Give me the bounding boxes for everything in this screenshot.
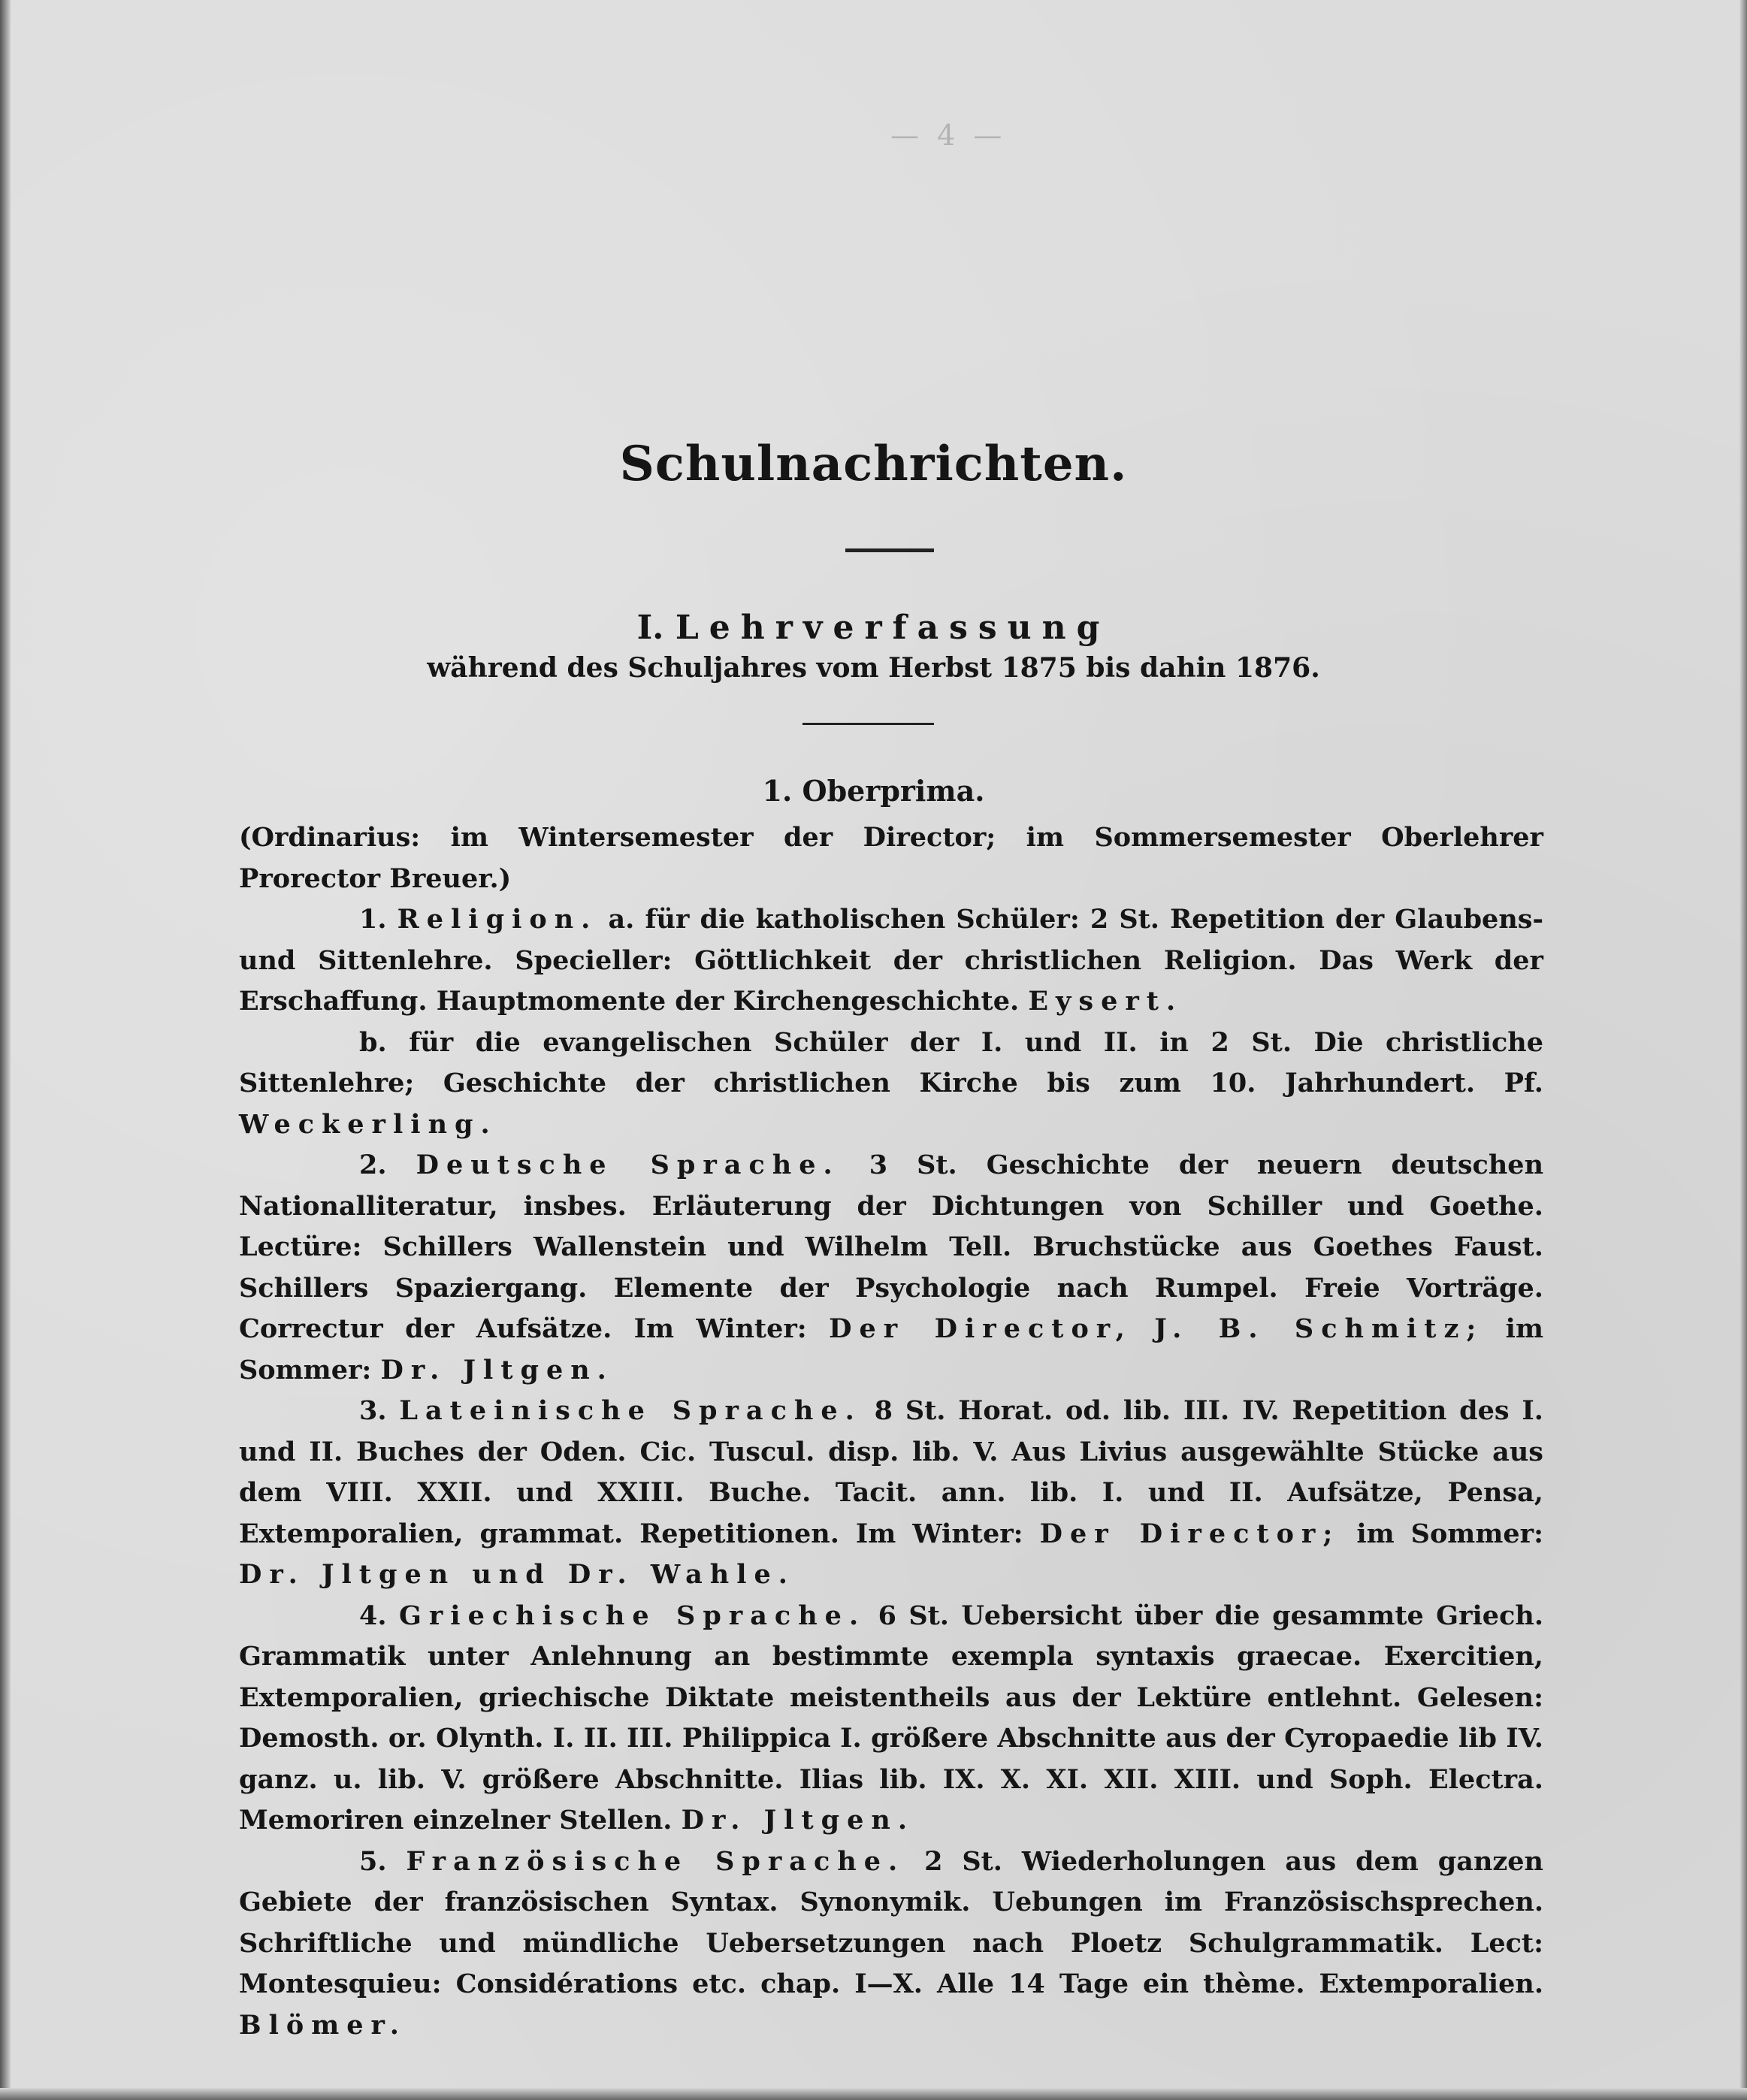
subject-name: Griechische Sprache. [398, 1600, 866, 1631]
section-subtitle: während des Schuljahres vom Herbst 1875 bis dahin 1876. [427, 652, 1320, 684]
subject-latein: 3. Lateinische Sprache. 8 St. Horat. od. lib. III. IV. Repetition des I. und II. Buches der Oden. Cic. Tuscul. disp. lib. V. Aus Livius ausgewählte Stücke aus dem VIII. XXII. und XXIII. Buche. Tacit. ann. lib. I. und II. Aufsätze, Pensa, Extemporalien, grammat. Repetitionen. Im Winter: Der Director; im Sommer: Dr. Jltgen und Dr. Wahle. [239, 1395, 1543, 1590]
subject-religion-a: 1. Religion. a. für die katholischen Schüler: 2 St. Repetition der Glaubens- und Sittenlehre. Specieller: Göttlichkeit der christlichen Religion. Das Werk der Erschaffung. Hauptmomente der Kirchengeschichte. Eysert. [239, 904, 1544, 1017]
page-title: Schulnachrichten. [619, 436, 1128, 492]
teacher-name: Eysert. [1028, 986, 1183, 1017]
teacher-name: Weckerling. [239, 1108, 497, 1140]
subject-deutsch: 2. Deutsche Sprache. 3 St. Geschichte der neuern deutschen Nationalliteratur, insbes. Erläuterung der Dichtungen von Schiller und Goethe. Lectüre: Schillers Wallenstein und Wilhelm Tell. Bruchstücke aus Goethes Faust. Schillers Spaziergang. Elemente der Psychologie nach Rumpel. Freie Vorträge. Correctur der Aufsätze. Im Winter: Der Director, J. B. Schmitz; im Sommer: Dr. Jltgen. [239, 1150, 1544, 1385]
teacher-name: Dr. Jltgen. [380, 1354, 614, 1385]
teacher-name: Dr. Jltgen und Dr. Wahle. [239, 1559, 795, 1590]
teacher-name: Der Director; [1039, 1518, 1340, 1549]
subject-name: Religion. [397, 904, 598, 935]
section-title: Lehrverfassung [675, 609, 1111, 647]
subject-name: Deutsche Sprache. [416, 1150, 840, 1180]
section-divider [802, 723, 934, 725]
section-heading [0, 609, 1747, 647]
subject-name: Lateinische Sprache. [399, 1395, 862, 1426]
title-divider [845, 548, 934, 552]
subject-name: Französische Sprache. [406, 1845, 905, 1877]
teacher-name: Der Director, [829, 1313, 1132, 1344]
page-number: — 4 — [890, 119, 1007, 152]
subject-franzoesisch: 5. Französische Sprache. 2 St. Wiederholungen aus dem ganzen Gebiete der französischen Syntax. Synonymik. Uebungen im Französischsprechen. Schriftliche und mündliche Uebersetzungen nach Ploetz Schulgrammatik. Lect: Montesquieu: Considérations etc. chap. I—X. Alle 14 Tage ein thème. Extemporalien. Blömer. [239, 1845, 1543, 2041]
ordinarius-line: (Ordinarius: im Wintersemester der Director; im Sommersemester Oberlehrer Prorector Breuer.) [239, 822, 1543, 894]
teacher-name: J. B. Schmitz; [1154, 1313, 1484, 1344]
teacher-name: Dr. Jltgen. [681, 1805, 915, 1836]
section-number: I. [636, 609, 664, 647]
page-edge-right [1739, 0, 1747, 2100]
page-edge-bottom [0, 2088, 1747, 2100]
subject-griechisch: 4. Griechische Sprache. 6 St. Uebersicht über die gesammte Griech. Grammatik unter Anlehnung an bestimmte exempla syntaxis graecae. Exercitien, Extemporalien, griechische Diktate meistentheils aus der Lektüre entlehnt. Gelesen: Demosth. or. Olynth. I. II. III. Philippica I. größere Abschnitte aus der Cyropaedie lib IV. ganz. u. lib. V. größere Abschnitte. Ilias lib. IX. X. XI. XII. XIII. und Soph. Electra. Memoriren einzelner Stellen. Dr. Jltgen. [239, 1600, 1544, 1836]
subject-religion-b: b. für die evangelischen Schüler der I. und II. in 2 St. Die christliche Sittenlehre; Geschichte der christlichen Kirche bis zum 10. Jahrhundert. Pf. Weckerling. [239, 1026, 1543, 1140]
class-heading: 1. Oberprima. [762, 774, 985, 808]
page-edge-left [0, 0, 11, 2100]
teacher-name: Blömer. [239, 2009, 407, 2041]
body-text [239, 817, 1543, 2046]
